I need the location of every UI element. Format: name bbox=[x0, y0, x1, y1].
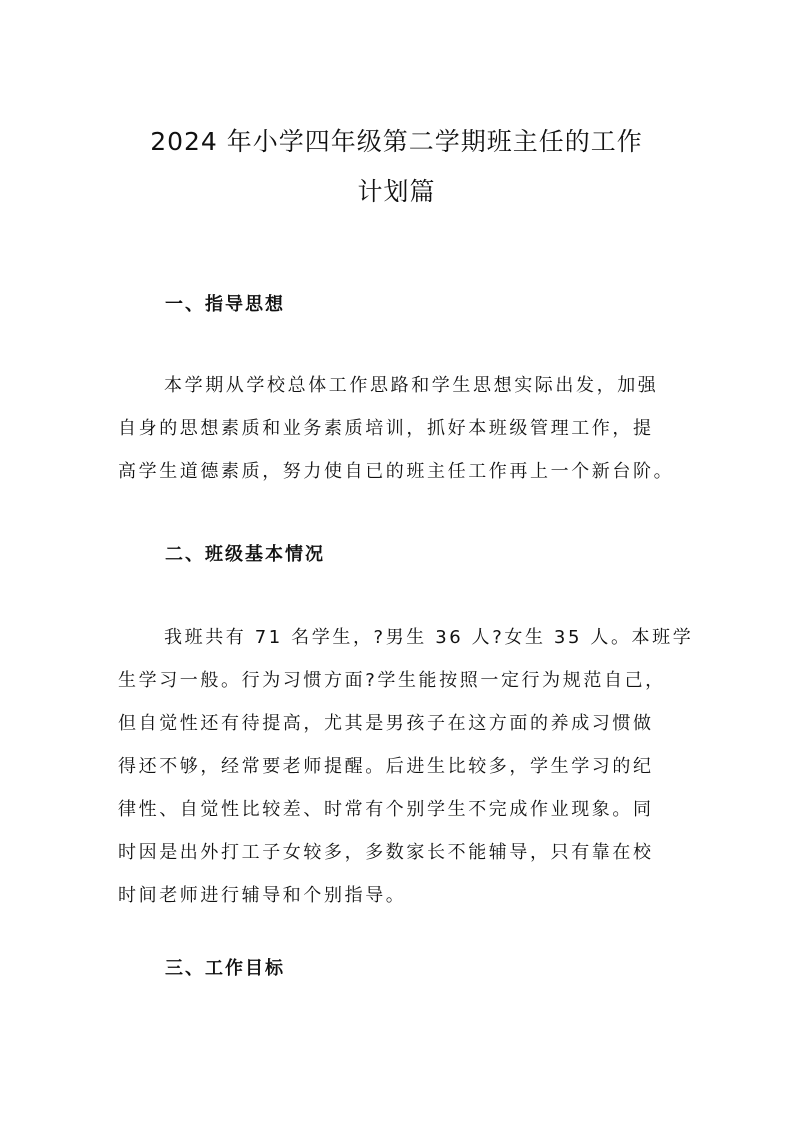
document-title-line-1: 2024 年小学四年级第二学期班主任的工作 bbox=[150, 127, 643, 156]
paragraph-line: 高学生道德素质，努力使自已的班主任工作再上一个新台阶。 bbox=[118, 461, 675, 482]
paragraph-line: 本学期从学校总体工作思路和学生思想实际出发，加强 bbox=[164, 375, 659, 396]
paragraph-line: 自身的思想素质和业务素质培训，抓好本班级管理工作，提 bbox=[118, 418, 654, 439]
paragraph-line: 律性、自觉性比较差、时常有个别学生不完成作业现象。同 bbox=[118, 799, 654, 820]
document-title-line-2: 计划篇 bbox=[357, 177, 436, 206]
paragraph-line: 但自觉性还有待提高，尤其是男孩子在这方面的养成习惯做 bbox=[118, 713, 654, 734]
section-heading-class-situation: 二、班级基本情况 bbox=[165, 544, 325, 565]
section-paragraph-class-situation bbox=[118, 626, 694, 927]
paragraph-line: 得还不够，经常要老师提醒。后进生比较多，学生学习的纪 bbox=[118, 756, 654, 777]
paragraph-line: 时因是出外打工子女较多，多数家长不能辅导，只有靠在校 bbox=[118, 842, 654, 863]
section-paragraph-guiding-ideology bbox=[118, 374, 678, 503]
paragraph-line: 时间老师进行辅导和个别指导。 bbox=[118, 885, 407, 906]
paragraph-line: 生学习一般。行为习惯方面?学生能按照一定行为规范自己， bbox=[118, 670, 666, 691]
section-heading-guiding-ideology: 一、指导思想 bbox=[165, 294, 285, 315]
section-heading-work-goals: 三、工作目标 bbox=[165, 958, 285, 979]
paragraph-line: 我班共有 71 名学生，?男生 36 人?女生 35 人。本班学 bbox=[164, 627, 694, 648]
